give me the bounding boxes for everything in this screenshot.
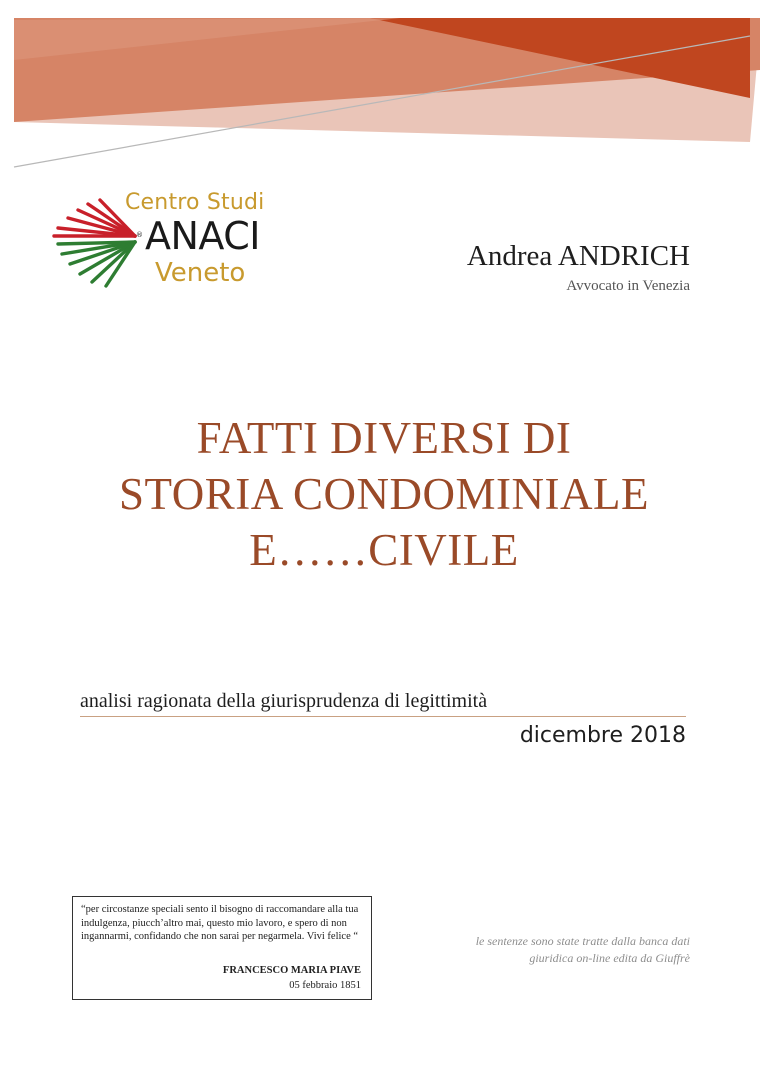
document-title-line-1: FATTI DIVERSI DI (196, 413, 572, 463)
document-subtitle: analisi ragionata della giurisprudenza di legittimità (80, 690, 488, 712)
document-title-line-2: STORIA CONDOMINIALE (119, 469, 649, 519)
author-role: Avvocato in Venezia (566, 278, 690, 294)
logo-registered-mark: ® (136, 231, 143, 239)
quote-date: 05 febbraio 1851 (289, 980, 361, 991)
logo-line-anaci: ANACI (145, 214, 260, 258)
document-title-line-3: E……CIVILE (249, 525, 519, 575)
quote-author: FRANCESCO MARIA PIAVE (222, 965, 361, 976)
source-note: le sentenze sono state tratte dalla banca dati giuridica on-line edita da Giuffrè (475, 934, 690, 965)
quote-text: “per circostanze speciali sento il bisogno di raccomandare alla tua indulgenza, piucch’altro mai, questo mio lavoro, e spero di non ingannarmi, confidando che non sarai per negarmela. Vivi felice “ (81, 904, 359, 942)
author-name: Andrea ANDRICH (466, 240, 690, 272)
header-banner (0, 0, 768, 180)
subtitle-divider (80, 716, 686, 717)
document-date: dicembre 2018 (519, 723, 686, 748)
logo-line-veneto: Veneto (155, 258, 246, 288)
quote-box (72, 896, 372, 1000)
logo-line-centro-studi: Centro Studi (125, 190, 265, 215)
